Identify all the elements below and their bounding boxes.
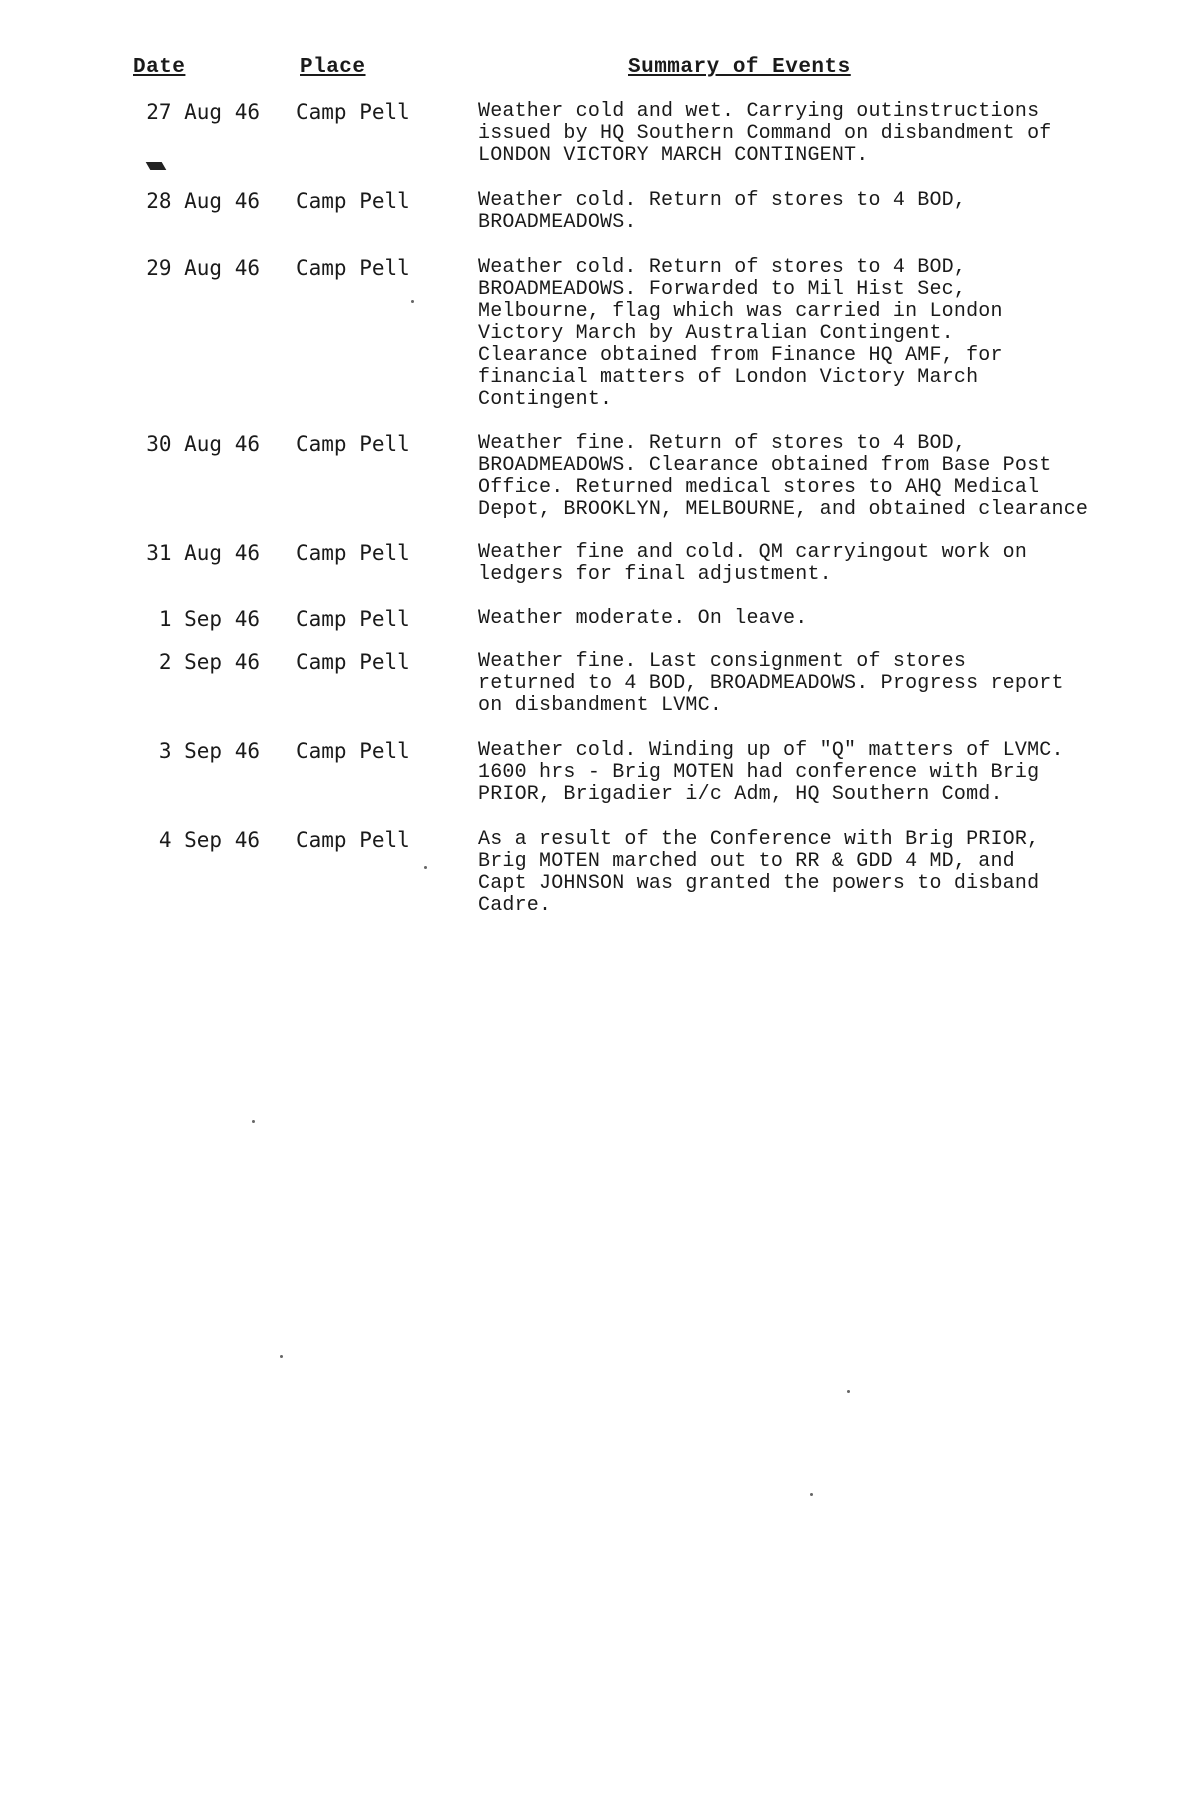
place-column-header: Place [300,56,366,79]
entry-summary: Weather fine. Return of stores to 4 BOD, BROADMEADOWS. Clearance obtained from Base Post Office. Returned medical stores to AHQ Medical Depot, BROOKLYN, MELBOURNE, and obtained clearance [478,432,1089,521]
entry-summary: Weather fine. Last consignment of stores returned to 4 BOD, BROADMEADOWS. Progress report on disbandment LVMC. [478,650,1064,717]
entry-place: Camp Pell [296,256,410,280]
entry-summary: Weather fine and cold. QM carryingout work on ledgers for final adjustment. [478,541,1028,586]
entry-place: Camp Pell [296,739,410,763]
entry-date: 28 Aug 46 [146,189,260,213]
entry-summary: Weather cold. Return of stores to 4 BOD, BROADMEADOWS. Forwarded to Mil Hist Sec, Melbourne, flag which was carried in London Victory March by Australian Contingent. Clearance obtained from Finance HQ AMF, for financial matters of London Victory March Contingent. [478,256,1003,411]
entry-date: 4 Sep 46 [158,828,260,852]
entry-place: Camp Pell [296,650,410,674]
entry-place: Camp Pell [296,100,410,124]
entry-summary: As a result of the Conference with Brig PRIOR, Brig MOTEN marched out to RR & GDD 4 MD, and Capt JOHNSON was granted the powers to disband Cadre. [478,828,1040,917]
date-column-header: Date [133,56,186,79]
scan-speck [411,300,414,303]
entry-place: Camp Pell [296,607,410,631]
entry-date: 27 Aug 46 [146,100,260,124]
summary-column-header: Summary of Events [628,56,851,79]
entry-summary: Weather cold. Winding up of "Q" matters of LVMC. 1600 hrs - Brig MOTEN had conference with Brig PRIOR, Brigadier i/c Adm, HQ Southern Comd. [478,739,1064,806]
entry-date: 2 Sep 46 [158,650,260,674]
entry-date: 29 Aug 46 [146,256,260,280]
entry-place: Camp Pell [296,432,410,456]
entry-place: Camp Pell [296,541,410,565]
entry-summary: Weather cold and wet. Carrying outinstructions issued by HQ Southern Command on disbandment of LONDON VICTORY MARCH CONTINGENT. [478,100,1052,167]
scan-speck [847,1390,850,1393]
entry-place: Camp Pell [296,189,410,213]
ink-mark [146,162,167,170]
entry-summary: Weather moderate. On leave. [478,607,808,630]
scan-speck [252,1120,255,1123]
entry-date: 1 Sep 46 [158,607,260,631]
entry-date: 30 Aug 46 [146,432,260,456]
entry-place: Camp Pell [296,828,410,852]
entry-date: 3 Sep 46 [158,739,260,763]
scan-speck [424,866,427,869]
scan-speck [810,1493,813,1496]
entry-date: 31 Aug 46 [146,541,260,565]
entry-summary: Weather cold. Return of stores to 4 BOD, BROADMEADOWS. [478,189,967,234]
scan-speck [280,1355,283,1358]
